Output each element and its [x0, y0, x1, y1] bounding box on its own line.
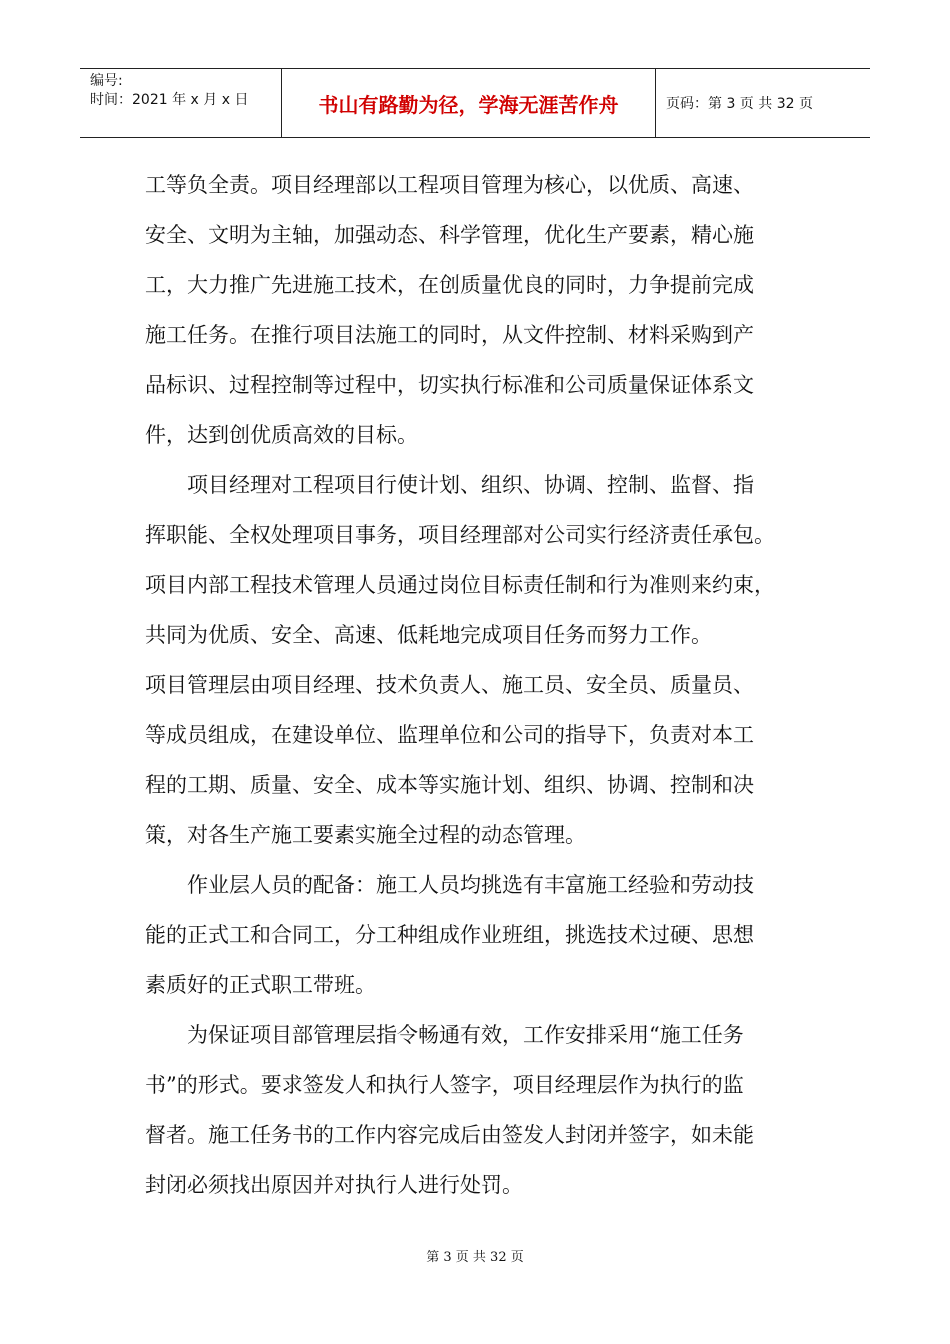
header-meta-cell: [80, 69, 282, 137]
header-motto-cell: [282, 69, 656, 137]
body-line: 书”的形式。要求签发人和执行人签字，项目经理层作为执行的监: [145, 1073, 744, 1097]
body-line: 项目内部工程技术管理人员通过岗位目标责任制和行为准则来约束，: [145, 573, 775, 597]
body-line: 督者。施工任务书的工作内容完成后由签发人封闭并签字，如未能: [145, 1123, 754, 1147]
body-line: 安全、文明为主轴，加强动态、科学管理，优化生产要素，精心施: [145, 223, 754, 247]
body-line: 施工任务。在推行项目法施工的同时，从文件控制、材料采购到产: [145, 323, 754, 347]
body-line: 程的工期、质量、安全、成本等实施计划、组织、协调、控制和决: [145, 773, 754, 797]
header-motto: 书山有路勤为径，学海无涯苦作舟: [318, 92, 619, 117]
page-footer: [0, 1246, 950, 1265]
body-line: 封闭必须找出原因并对执行人进行处罚。: [145, 1173, 523, 1197]
document-number-label: 编号:: [90, 73, 123, 89]
body-line: 等成员组成，在建设单位、监理单位和公司的指导下，负责对本工: [145, 723, 754, 747]
footer-page-number: 第 3 页 共 32 页: [426, 1250, 524, 1265]
document-body: [145, 160, 815, 1210]
body-line: 为保证项目部管理层指令畅通有效，工作安排采用“施工任务: [187, 1023, 744, 1047]
body-line: 素质好的正式职工带班。: [145, 973, 376, 997]
body-line: 品标识、过程控制等过程中，切实执行标准和公司质量保证体系文: [145, 373, 754, 397]
header-table: [80, 68, 870, 138]
header-page-info: 页码：第 3 页 共 32 页: [666, 96, 813, 112]
body-line: 挥职能、全权处理项目事务，项目经理部对公司实行经济责任承包。: [145, 523, 775, 547]
body-line: 工，大力推广先进施工技术，在创质量优良的同时，力争提前完成: [145, 273, 754, 297]
body-line: 件，达到创优质高效的目标。: [145, 423, 418, 447]
body-line: 作业层人员的配备：施工人员均挑选有丰富施工经验和劳动技: [187, 873, 754, 897]
header-page-cell: [656, 69, 870, 137]
body-line: 共同为优质、安全、高速、低耗地完成项目任务而努力工作。: [145, 623, 712, 647]
body-line: 项目管理层由项目经理、技术负责人、施工员、安全员、质量员、: [145, 673, 754, 697]
body-line: 能的正式工和合同工，分工种组成作业班组，挑选技术过硬、思想: [145, 923, 754, 947]
body-line: 项目经理对工程项目行使计划、组织、协调、控制、监督、指: [187, 473, 754, 497]
body-line: 工等负全责。项目经理部以工程项目管理为核心，以优质、高速、: [145, 173, 754, 197]
document-date: 时间：2021 年 x 月 x 日: [90, 92, 249, 108]
body-line: 策，对各生产施工要素实施全过程的动态管理。: [145, 823, 586, 847]
